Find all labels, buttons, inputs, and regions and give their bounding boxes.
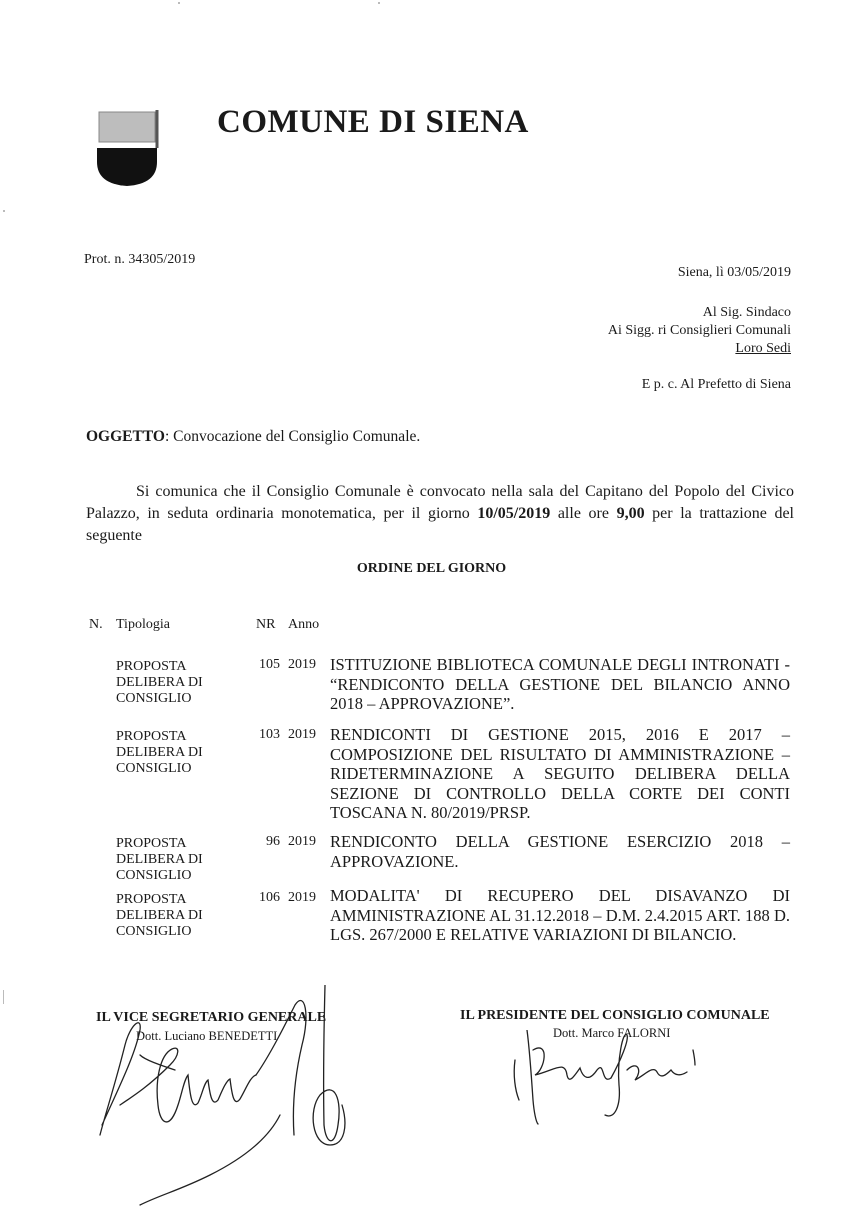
body-text-3: per la trattazione del seguente (86, 505, 794, 544)
tipologia-line: PROPOSTA (116, 729, 187, 744)
page-title: COMUNE DI SIENA (217, 104, 529, 140)
item-text: MODALITA' DI RECUPERO DEL DISAVANZO DI AMMINISTRAZIONE AL 31.12.2018 – D.M. 2.4.2015 ART. 188 D. LGS. 267/2000 E RELATIVE VARIAZIONI DI BILANCIO. (330, 886, 790, 944)
item-nr: 105 (259, 657, 280, 672)
tipologia-line: CONSIGLIO (116, 691, 192, 706)
right-signatory-title: IL PRESIDENTE DEL CONSIGLIO COMUNALE (460, 1008, 770, 1023)
header-anno: Anno (288, 617, 320, 632)
item-text: ISTITUZIONE BIBLIOTECA COMUNALE DEGLI INTRONATI - “RENDICONTO DELLA GESTIONE DEL BILANCIO ANNO 2018 – APPROVAZIONE”. (330, 655, 790, 713)
item-tipologia (116, 836, 203, 884)
agenda-title: ORDINE DEL GIORNO (356, 561, 507, 576)
recipient-sindaco: Al Sig. Sindaco (702, 305, 791, 320)
left-signatory-name: Dott. Luciano BENEDETTI (136, 1029, 278, 1043)
tipologia-line: CONSIGLIO (116, 924, 192, 939)
item-tipologia (116, 892, 203, 940)
item-text: RENDICONTI DI GESTIONE 2015, 2016 E 2017 – COMPOSIZIONE DEL RISULTATO DI AMMINISTRAZIONE – RIDETERMINAZIONE A SEGUITO DELIBERA DELLA SEZIONE DI CONTROLLO DELLA CORTE DEI CONTI TOSCANA N. 80/2019/PRSP. (330, 725, 790, 822)
item-anno: 2019 (288, 727, 316, 742)
header-tipologia: Tipologia (116, 617, 170, 632)
meeting-date: 10/05/2019 (477, 505, 551, 522)
recipient-consiglieri: Ai Sigg. ri Consiglieri Comunali (607, 323, 791, 338)
right-signature-icon (505, 1030, 705, 1125)
tipologia-line: CONSIGLIO (116, 868, 192, 883)
header-n: N. (89, 617, 103, 632)
item-anno: 2019 (288, 657, 316, 672)
item-anno: 2019 (288, 834, 316, 849)
item-nr: 103 (259, 727, 280, 742)
subject-line (86, 428, 420, 446)
tipologia-line: DELIBERA DI (116, 852, 203, 867)
date-line: Siena, lì 03/05/2019 (677, 265, 791, 280)
tipologia-line: PROPOSTA (116, 836, 187, 851)
left-signature-icon (80, 985, 370, 1210)
siena-crest-icon (97, 108, 165, 188)
item-text: RENDICONTO DELLA GESTIONE ESERCIZIO 2018 – APPROVAZIONE. (330, 832, 790, 871)
item-nr: 96 (266, 834, 280, 849)
left-signatory-title: IL VICE SEGRETARIO GENERALE (96, 1010, 327, 1025)
tipologia-line: DELIBERA DI (116, 675, 203, 690)
item-anno: 2019 (288, 890, 316, 905)
meeting-time: 9,00 (616, 505, 645, 522)
tipologia-line: DELIBERA DI (116, 745, 203, 760)
body-text-2: alle ore (550, 505, 617, 522)
item-tipologia (116, 729, 203, 777)
body-text-1: Si comunica che il Consiglio Comunale è convocato nella sala del Capitano del Popolo del Civico Palazzo, in seduta ordinaria monotematica, per il giorno (86, 483, 794, 522)
tipologia-line: CONSIGLIO (116, 761, 192, 776)
protocol-number: Prot. n. 34305/2019 (84, 252, 196, 267)
tipologia-line: PROPOSTA (116, 659, 187, 674)
subject-label: OGGETTO (86, 428, 165, 445)
right-signatory-name: Dott. Marco FALORNI (553, 1026, 671, 1040)
tipologia-line: DELIBERA DI (116, 908, 203, 923)
subject-text: : Convocazione del Consiglio Comunale. (164, 428, 421, 445)
item-nr: 106 (259, 890, 280, 905)
recipient-loro-sedi: Loro Sedi (735, 341, 791, 356)
header-nr: NR (256, 617, 276, 632)
body-paragraph (86, 481, 794, 547)
tipologia-line: PROPOSTA (116, 892, 187, 907)
item-tipologia (116, 659, 203, 707)
recipient-prefetto: E p. c. Al Prefetto di Siena (641, 377, 791, 392)
